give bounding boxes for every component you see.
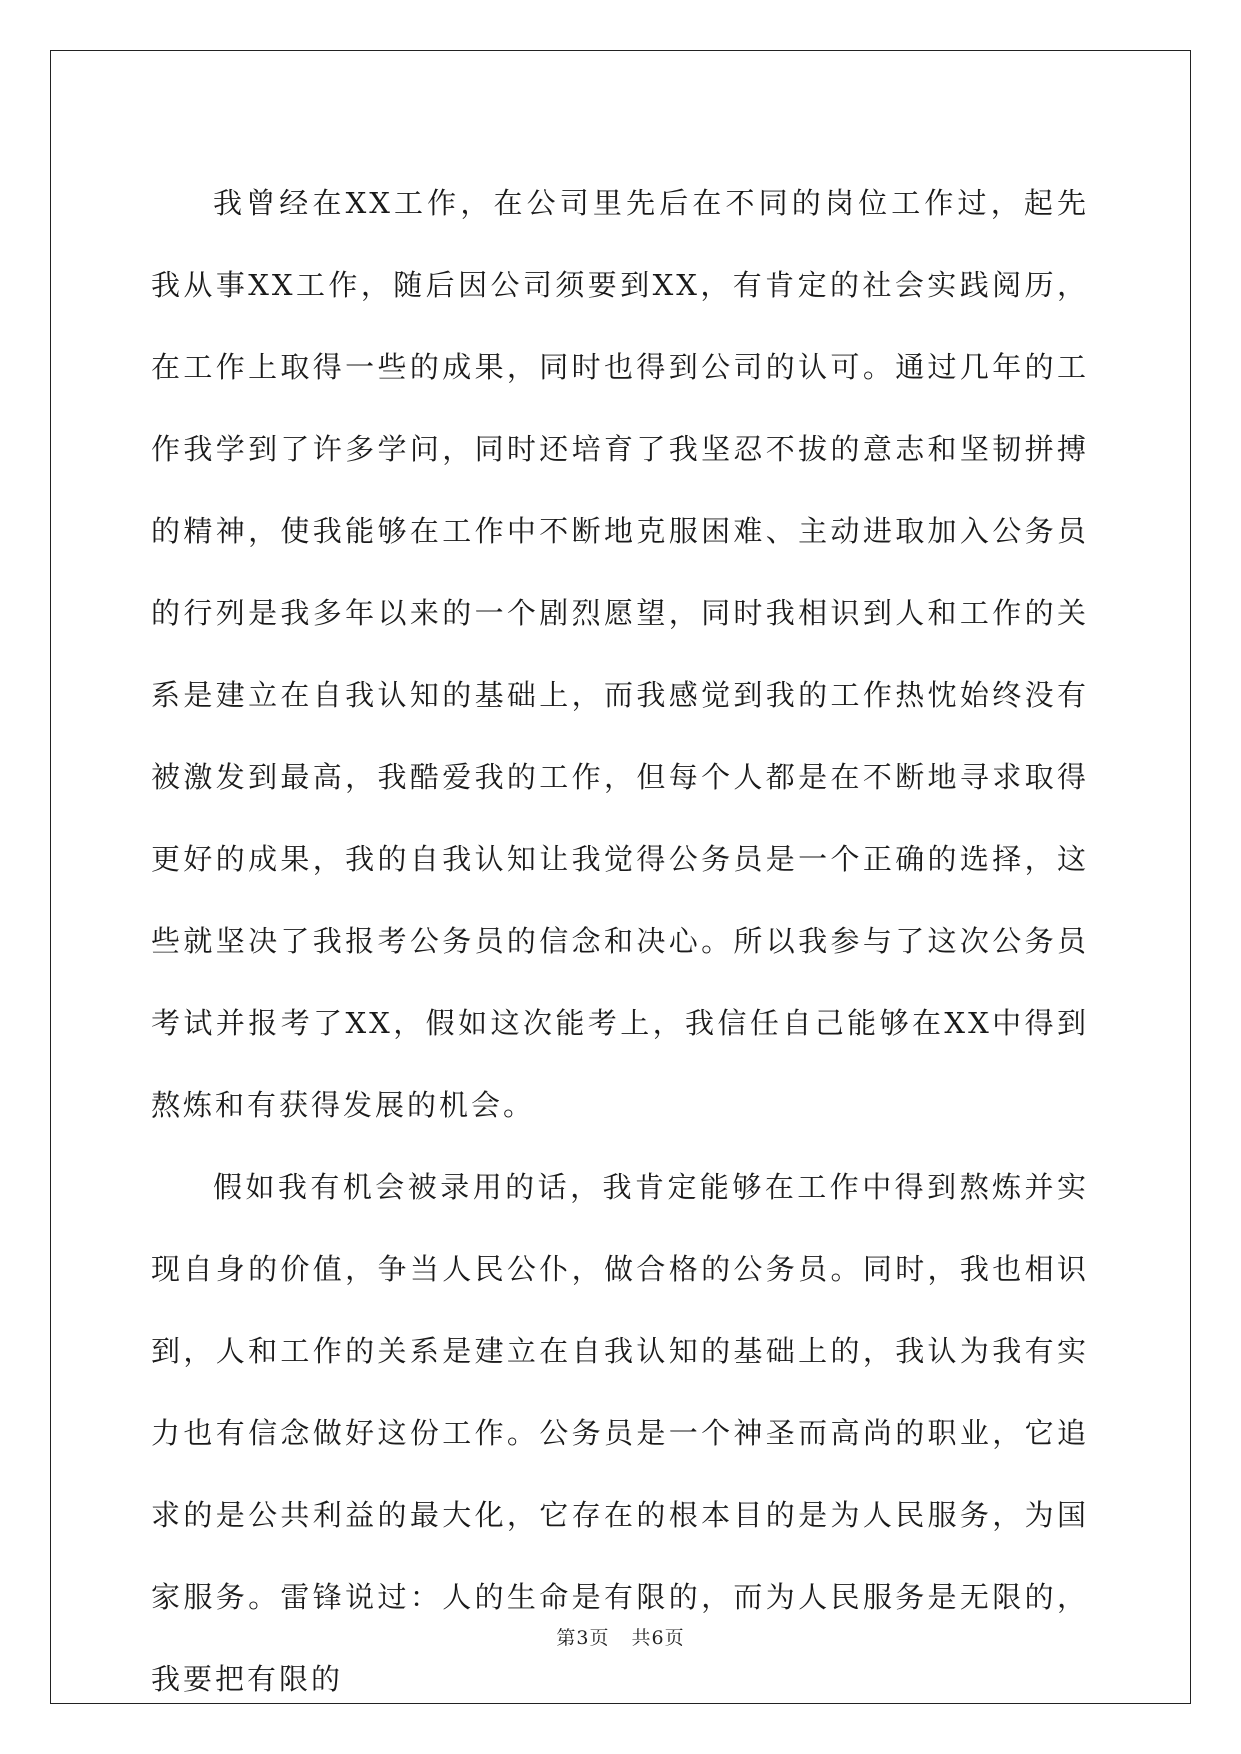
paragraph-1: 我曾经在XX工作，在公司里先后在不同的岗位工作过，起先我从事XX工作，随后因公司须要到XX，有肯定的社会实践阅历，在工作上取得一些的成果，同时也得到公司的认可。通过几年的工作我学到了许多学问，同时还培育了我坚忍不拔的意志和坚韧拼搏的精神，使我能够在工作中不断地克服困难、主动进取加入公务员的行列是我多年以来的一个剧烈愿望，同时我相识到人和工作的关系是建立在自我认知的基础上，而我感觉到我的工作热忱始终没有被激发到最高，我酷爱我的工作，但每个人都是在不断地寻求取得更好的成果，我的自我认知让我觉得公务员是一个正确的选择，这些就坚决了我报考公务员的信念和决心。所以我参与了这次公务员考试并报考了XX，假如这次能考上，我信任自己能够在XX中得到熬炼和有获得发展的机会。: [151, 186, 1089, 1122]
page-number-total: 共6页: [631, 1627, 685, 1649]
paragraph-2: 假如我有机会被录用的话，我肯定能够在工作中得到熬炼并实现自身的价值，争当人民公仆，做合格的公务员。同时，我也相识到，人和工作的关系是建立在自我认知的基础上的，我认为我有实力也有信念做好这份工作。公务员是一个神圣而高尚的职业，它追求的是公共利益的最大化，它存在的根本目的是为人民服务，为国家服务。雷锋说过：人的生命是有限的，而为人民服务是无限的，我要把有限的: [151, 1170, 1089, 1696]
page-footer: [0, 1623, 1241, 1650]
document-body: [151, 162, 1089, 1720]
page-number-current: 第3页: [556, 1627, 610, 1649]
